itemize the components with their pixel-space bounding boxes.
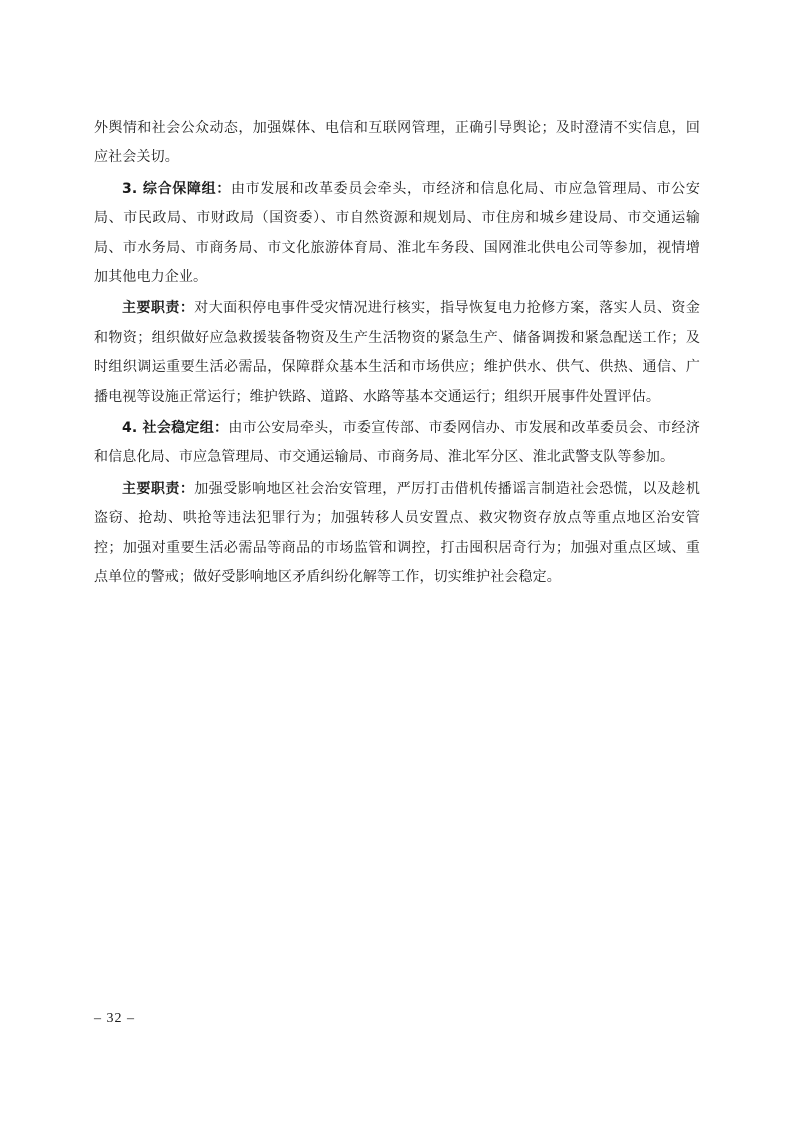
paragraph-text: 加强受影响地区社会治安管理，严厉打击借机传播谣言制造社会恐慌，以及趁机盗窃、抢劫、哄抢等违法犯罪行为；加强转移人员安置点、救灾物资存放点等重点地区治安管控；加强对重要生活必需品等商品的市场监管和调控，打击囤积居奇行为；加强对重点区域、重点单位的警戒；做好受影响地区矛盾纠纷化解等工作，切实维护社会稳定。 xyxy=(94,480,701,586)
duties-label: 主要职责： xyxy=(122,300,195,317)
page-number: – 32 – xyxy=(94,1011,135,1026)
paragraph-stability-group-duties xyxy=(94,475,700,593)
paragraph-social-stability-group xyxy=(94,414,700,473)
section-heading: 4. 社会稳定组： xyxy=(122,420,229,437)
paragraph-text: 由市发展和改革委员会牵头，市经济和信息化局、市应急管理局、市公安局、市民政局、市财政局（国资委）、市自然资源和规划局、市住房和城乡建设局、市交通运输局、市水务局、市商务局、市文化旅游体育局、淮北车务段、国网淮北供电公司等参加，视情增加其他电力企业。 xyxy=(94,180,700,286)
paragraph-continued-duties xyxy=(94,114,700,173)
paragraph-support-group-duties xyxy=(94,294,700,412)
duties-label: 主要职责： xyxy=(122,480,195,497)
paragraph-text: 对大面积停电事件受灾情况进行核实，指导恢复电力抢修方案，落实人员、资金和物资；组织做好应急救援装备物资及生产生活物资的紧急生产、储备调拨和紧急配送工作；及时组织调运重要生活必需品，保障群众基本生活和市场供应；维护供水、供气、供热、通信、广播电视等设施正常运行；维护铁路、道路、水路等基本交通运行；组织开展事件处置评估。 xyxy=(94,300,701,405)
paragraph-text: 由市公安局牵头，市委宣传部、市委网信办、市发展和改革委员会、市经济和信息化局、市应急管理局、市交通运输局、市商务局、淮北军分区、淮北武警支队等参加。 xyxy=(94,420,700,466)
section-heading: 3. 综合保障组： xyxy=(122,180,231,197)
body-text xyxy=(94,114,700,593)
paragraph-text: 外舆情和社会公众动态，加强媒体、电信和互联网管理，正确引导舆论；及时澄清不实信息，回应社会关切。 xyxy=(94,120,700,166)
paragraph-comprehensive-support-group xyxy=(94,175,700,293)
